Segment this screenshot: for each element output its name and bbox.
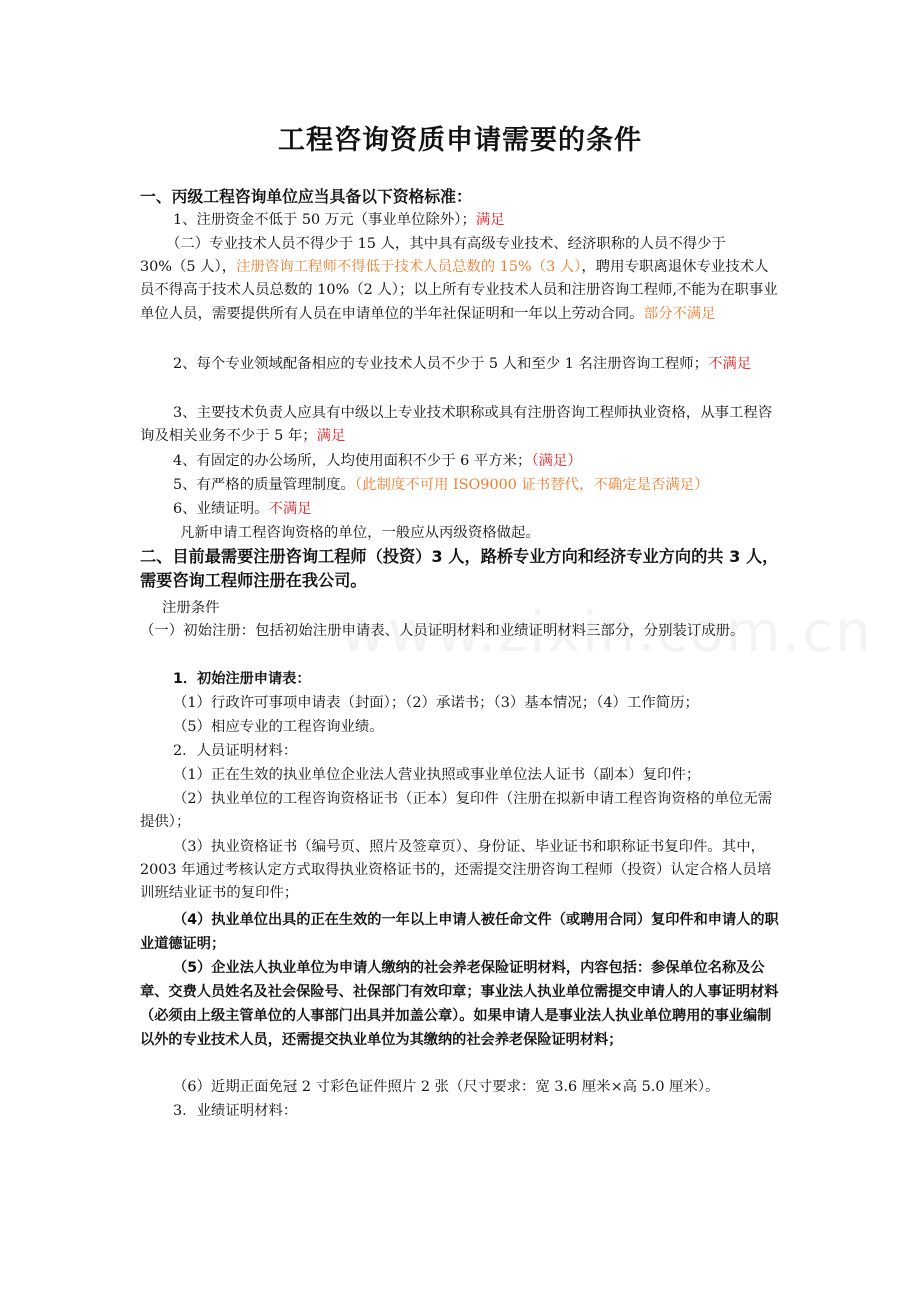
s1-item-1 xyxy=(140,209,782,232)
s1-item-5-text: 4、有固定的办公场所，人均使用面积不少于 6 平方米； xyxy=(173,453,532,469)
section-1-heading: 一、丙级工程咨询单位应当具备以下资格标准： xyxy=(140,187,472,206)
s2-h2-line-5: （5）企业法人执业单位为申请人缴纳的社会养老保险证明材料，内容包括：参保单位名称及公章、交费人员姓名及社会保险号、社保部门有效印章；事业法人执业单位需提交申请人的人事证明材料（必须由上级主管单位的人事部门出具并加盖公章）。如果申请人是事业法人执业单位聘用的事业编制以外的专业技术人员，还需提交执业单位为其缴纳的社会养老保险证明材料； xyxy=(140,960,779,1048)
s1-item-7-status: 不满足 xyxy=(268,501,312,517)
s1-item-7-text: 6、业绩证明。 xyxy=(173,501,269,517)
s1-item-1-status: 满足 xyxy=(475,212,505,228)
s1-item-4-text: 3、主要技术负责人应具有中级以上专业技术职称或具有注册咨询工程师执业资格，从事工程咨询及相关业务不少于 5 年； xyxy=(140,405,773,445)
s2-h2-line-1: （1）正在生效的执业单位企业法人营业执照或事业单位法人证书（副本）复印件； xyxy=(173,767,701,783)
s1-item-3-text: 2、每个专业领域配备相应的专业技术人员不少于 5 人和至少 1 名注册咨询工程师； xyxy=(173,356,709,372)
s1-item-2 xyxy=(140,233,782,326)
s1-item-2-status: 部分不满足 xyxy=(643,305,716,322)
s2-intro: （一）初始注册：包括初始注册申请表、人员证明材料和业绩证明材料三部分，分别装订成册。 xyxy=(140,623,745,639)
document-title: 工程咨询资质申请需要的条件 xyxy=(278,125,642,156)
s2-h2: 2．人员证明材料： xyxy=(173,743,298,759)
s1-item-2-text-a: （二）专业技术人员不得少于 15 人，其中具有高级专业技术、经济职称的人员不得少于 30%（5 人）， xyxy=(140,236,726,276)
s1-item-6 xyxy=(140,474,782,497)
s1-item-2-text-c: ，聘用专职离退休专业技术人员不得高于技术人员总数的 10%（2 人）；以上所有专业技术人员和注册咨询工程师,不能为在职事业单位人员，需要提供所有人员在申请单位的半年社保证明和一年以上劳动合同。 xyxy=(140,259,778,322)
s1-item-1-text: 1、注册资金不低于 50 万元（事业单位除外）； xyxy=(173,212,476,228)
s1-item-6-status: （此制度不可用 ISO9000 证书替代，不确定是否满足） xyxy=(354,477,709,493)
s1-item-5-status: （满足） xyxy=(531,453,582,469)
s2-subheading: 注册条件 xyxy=(162,600,220,616)
s1-item-4-status: 满足 xyxy=(316,428,346,445)
s2-h1-line-1: （1）行政许可事项申请表（封面）；（2）承诺书；（3）基本情况；（4）工作简历； xyxy=(173,695,699,711)
s1-item-4 xyxy=(140,402,782,448)
s1-item-2-highlight: 注册咨询工程师不得低于技术人员总数的 15%（3 人） xyxy=(236,259,582,276)
s2-h1: 1．初始注册申请表： xyxy=(173,671,311,687)
s1-item-3 xyxy=(140,353,782,376)
s2-h2-line-2: （2）执业单位的工程咨询资格证书（正本）复印件（注册在拟新申请工程咨询资格的单位无需提供）； xyxy=(140,791,773,831)
s2-h1-line-2: （5）相应专业的工程咨询业绩。 xyxy=(173,719,384,735)
s1-item-6-text: 5、有严格的质量管理制度。 xyxy=(173,477,355,493)
s1-item-3-status: 不满足 xyxy=(708,356,752,372)
s2-h2-line-6: （6）近期正面免冠 2 寸彩色证件照片 2 张（尺寸要求：宽 3.6 厘米×高 5.0 厘米）。 xyxy=(173,1079,720,1095)
s2-h3: 3．业绩证明材料： xyxy=(173,1103,298,1119)
s1-note: 凡新申请工程咨询资格的单位，一般应从丙级资格做起。 xyxy=(180,525,540,541)
s2-h2-line-3: （3）执业资格证书（编号页、照片及签章页）、身份证、毕业证书和职称证书复印件。其中，2003 年通过考核认定方式取得执业资格证书的，还需提交注册咨询工程师（投资）认定合格人员培训班结业证书的复印件； xyxy=(140,839,772,902)
s1-item-7 xyxy=(140,498,782,521)
s2-h2-line-4: （4）执业单位出具的正在生效的一年以上申请人被任命文件（或聘用合同）复印件和申请人的职业道德证明； xyxy=(140,912,779,952)
s1-item-5 xyxy=(140,450,782,473)
section-2-heading: 二、目前最需要注册咨询工程师（投资）3 人，路桥专业方向和经济专业方向的共 3 人，需要咨询工程师注册在我公司。 xyxy=(140,547,779,590)
